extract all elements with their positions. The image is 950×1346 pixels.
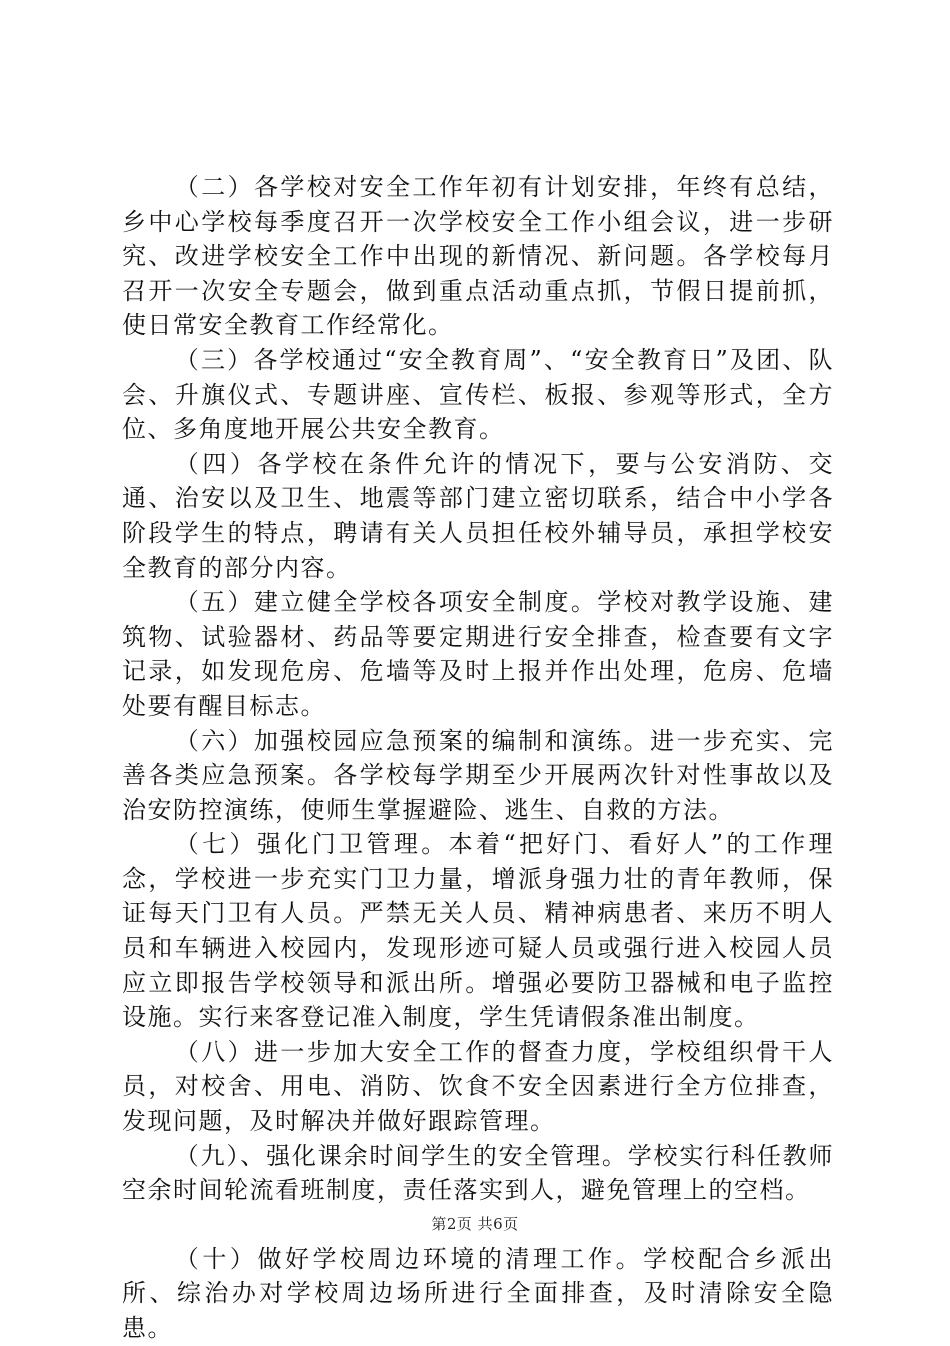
- page-number-footer: 第2页 共6页: [431, 1215, 519, 1233]
- paragraph-4: （四）各学校在条件允许的情况下，要与公安消防、交通、治安以及卫生、地震等部门建立密切联系，结合中小学各阶段学生的特点，聘请有关人员担任校外辅导员，承担学校安全教育的部分内容。: [122, 449, 834, 582]
- document-body: [122, 170, 834, 1346]
- paragraph-7: （七）强化门卫管理。本着“把好门、看好人”的工作理念，学校进一步充实门卫力量，增派身强力壮的青年教师，保证每天门卫有人员。严禁无关人员、精神病患者、来历不明人员和车辆进入校园内，发现形迹可疑人员或强行进入校园人员应立即报告学校领导和派出所。增强必要防卫器械和电子监控设施。实行来客登记准入制度，学生凭请假条准出制度。: [122, 830, 834, 1032]
- paragraph-2: （二）各学校对安全工作年初有计划安排，年终有总结，乡中心学校每季度召开一次学校安全工作小组会议，进一步研究、改进学校安全工作中出现的新情况、新问题。各学校每月召开一次安全专题会，做到重点活动重点抓，节假日提前抓，使日常安全教育工作经常化。: [122, 173, 834, 340]
- paragraph-3: （三）各学校通过“安全教育周”、“安全教育日”及团、队会、升旗仪式、专题讲座、宣传栏、板报、参观等形式，全方位、多角度地开展公共安全教育。: [122, 345, 834, 444]
- paragraph-5: （五）建立健全学校各项安全制度。学校对教学设施、建筑物、试验器材、药品等要定期进行安全排查，检查要有文字记录，如发现危房、危墙等及时上报并作出处理，危房、危墙处要有醒目标志。: [122, 588, 834, 720]
- paragraph-10: （十）做好学校周边环境的清理工作。学校配合乡派出所、综治办对学校周边场所进行全面排查，及时清除安全隐患。: [122, 1244, 834, 1342]
- paragraph-8: （八）进一步加大安全工作的督查力度，学校组织骨干人员，对校舍、用电、消防、饮食不安全因素进行全方位排查，发现问题，及时解决并做好跟踪管理。: [122, 1037, 834, 1136]
- paragraph-9: （九）、强化课余时间学生的安全管理。学校实行科任教师空余时间轮流看班制度，责任落实到人，避免管理上的空档。: [122, 1141, 834, 1205]
- paragraph-6: （六）加强校园应急预案的编制和演练。进一步充实、完善各类应急预案。各学校每学期至少开展两次针对性事故以及治安防控演练，使师生掌握避险、逃生、自救的方法。: [122, 726, 834, 824]
